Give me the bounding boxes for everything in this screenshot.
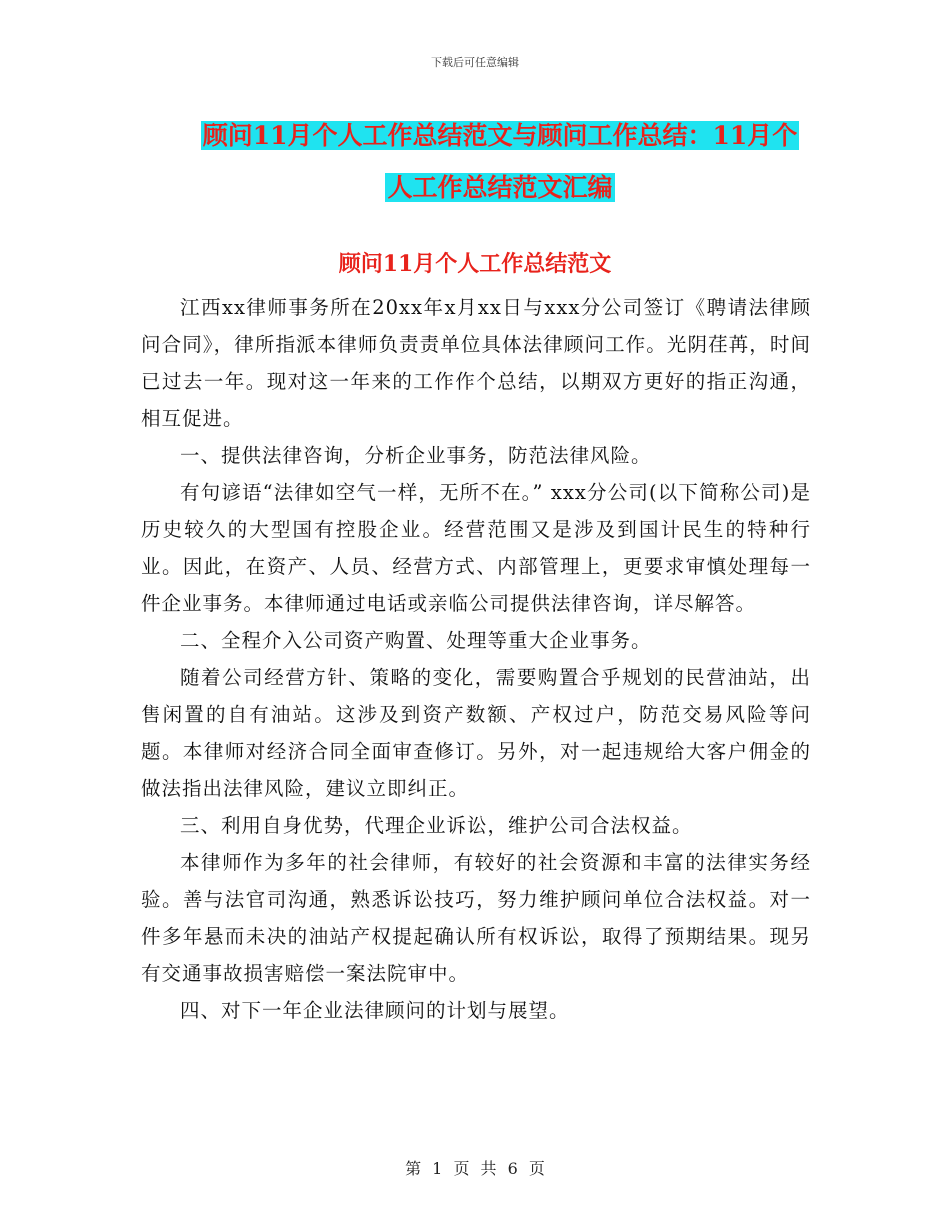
- paragraph: 二、全程介入公司资产购置、处理等重大企业事务。: [180, 629, 652, 652]
- document-title-line-2: 人工作总结范文汇编: [387, 173, 613, 202]
- paragraph: 本律师作为多年的社会律师，有较好的社会资源和丰富的法律实务经验。善与法官司沟通，熟悉诉讼技巧，努力维护顾问单位合法权益。对一件多年悬而未决的油站产权提起确认所有权诉讼，取得了预期结果。现另有交通事故损害赔偿一案法院审中。: [141, 851, 811, 985]
- paragraph: 一、提供法律咨询，分析企业事务，防范法律风险。: [180, 444, 652, 467]
- paragraph: 有句谚语“法律如空气一样，无所不在。” xxx分公司(以下简称公司)是历史较久的大型国有控股企业。经营范围又是涉及到国计民生的特种行业。因此，在资产、人员、经营方式、内部管理上，更要求审慎处理每一件企业事务。本律师通过电话或亲临公司提供法律咨询，详尽解答。: [141, 481, 811, 615]
- paragraph: 随着公司经营方针、策略的变化，需要购置合乎规划的民营油站，出售闲置的自有油站。这涉及到资产数额、产权过户，防范交易风险等问题。本律师对经济合同全面审查修订。另外，对一起违规给大客户佣金的做法指出法律风险，建议立即纠正。: [141, 666, 811, 800]
- document-title: [140, 110, 860, 214]
- body-text: [141, 289, 811, 1029]
- header-note: 下载后可任意编辑: [431, 56, 519, 69]
- paragraph: 四、对下一年企业法律顾问的计划与展望。: [180, 999, 570, 1022]
- paragraph: 江西xx律师事务所在20xx年x月xx日与xxx分公司签订《聘请法律顾问合同》，律所指派本律师负责责单位具体法律顾问工作。光阴荏苒，时间已过去一年。现对这一年来的工作作个总结，以期双方更好的指正沟通，相互促进。: [141, 296, 811, 430]
- paragraph: 三、利用自身优势，代理企业诉讼，维护公司合法权益。: [180, 814, 693, 837]
- page-footer: 第 1 页 共 6 页: [405, 1159, 545, 1178]
- section-title: 顾问11月个人工作总结范文: [338, 251, 612, 277]
- document-title-line-1: 顾问11月个人工作总结范文与顾问工作总结：11月个: [202, 121, 798, 150]
